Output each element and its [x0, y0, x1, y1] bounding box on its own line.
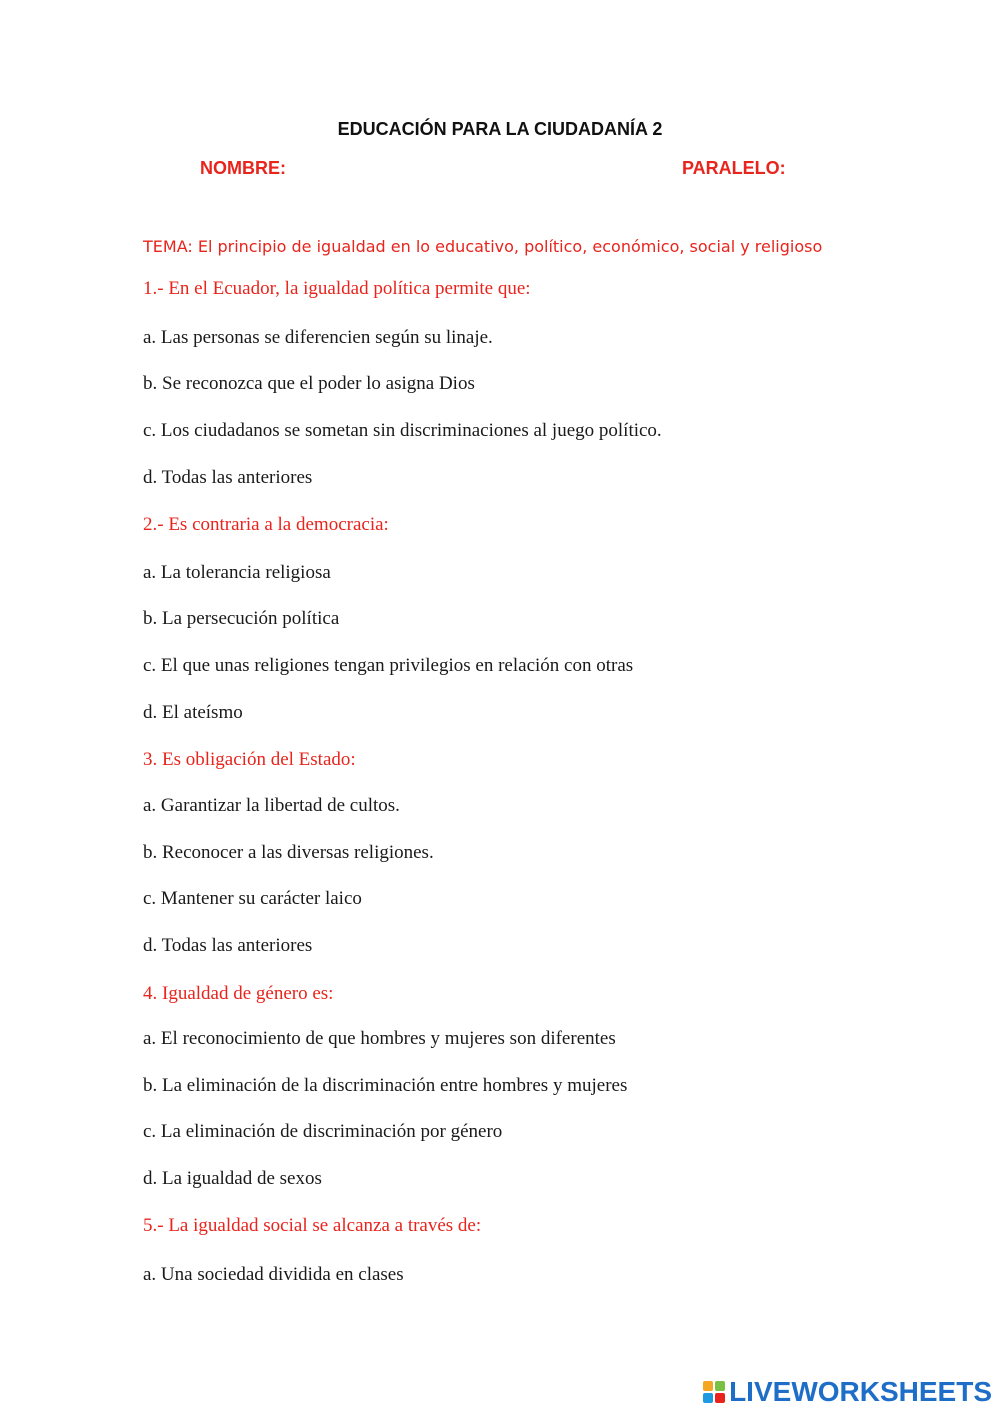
question-1-option-d[interactable]: d. Todas las anteriores	[143, 467, 313, 488]
question-5-option-a[interactable]: a. Una sociedad dividida en clases	[143, 1264, 404, 1285]
group-label: PARALELO:	[682, 158, 786, 178]
question-1-prompt: 1.- En el Ecuador, la igualdad política permite que:	[143, 278, 531, 299]
question-5-prompt: 5.- La igualdad social se alcanza a través de:	[143, 1215, 482, 1236]
question-3-option-d[interactable]: d. Todas las anteriores	[143, 935, 313, 956]
question-1-option-a[interactable]: a. Las personas se diferencien según su linaje.	[143, 327, 493, 348]
name-label: NOMBRE:	[200, 158, 286, 178]
question-4-prompt: 4. Igualdad de género es:	[143, 983, 334, 1004]
question-3-prompt: 3. Es obligación del Estado:	[143, 749, 356, 770]
question-4-option-a[interactable]: a. El reconocimiento de que hombres y mujeres son diferentes	[143, 1028, 616, 1049]
question-2-prompt: 2.- Es contraria a la democracia:	[143, 514, 389, 535]
question-1-option-b[interactable]: b. Se reconozca que el poder lo asigna Dios	[143, 373, 475, 394]
brand-name: LIVEWORKSHEETS	[729, 1376, 992, 1407]
question-2-option-a[interactable]: a. La tolerancia religiosa	[143, 562, 331, 583]
question-4-option-d[interactable]: d. La igualdad de sexos	[143, 1168, 322, 1189]
question-3-option-c[interactable]: c. Mantener su carácter laico	[143, 888, 362, 909]
question-2-option-b[interactable]: b. La persecución política	[143, 608, 340, 629]
question-4-option-c[interactable]: c. La eliminación de discriminación por género	[143, 1121, 503, 1142]
logo-icon	[703, 1381, 725, 1403]
question-4-option-b[interactable]: b. La eliminación de la discriminación entre hombres y mujeres	[143, 1075, 628, 1096]
question-1-option-c[interactable]: c. Los ciudadanos se sometan sin discriminaciones al juego político.	[143, 420, 662, 441]
question-3-option-b[interactable]: b. Reconocer a las diversas religiones.	[143, 842, 434, 863]
question-3-option-a[interactable]: a. Garantizar la libertad de cultos.	[143, 795, 400, 816]
liveworksheets-logo	[703, 1377, 992, 1407]
question-2-option-d[interactable]: d. El ateísmo	[143, 702, 243, 723]
question-2-option-c[interactable]: c. El que unas religiones tengan privilegios en relación con otras	[143, 655, 634, 676]
worksheet-title: EDUCACIÓN PARA LA CIUDADANÍA 2	[337, 119, 663, 139]
topic-line: TEMA: El principio de igualdad en lo educativo, político, económico, social y religioso	[143, 237, 823, 256]
